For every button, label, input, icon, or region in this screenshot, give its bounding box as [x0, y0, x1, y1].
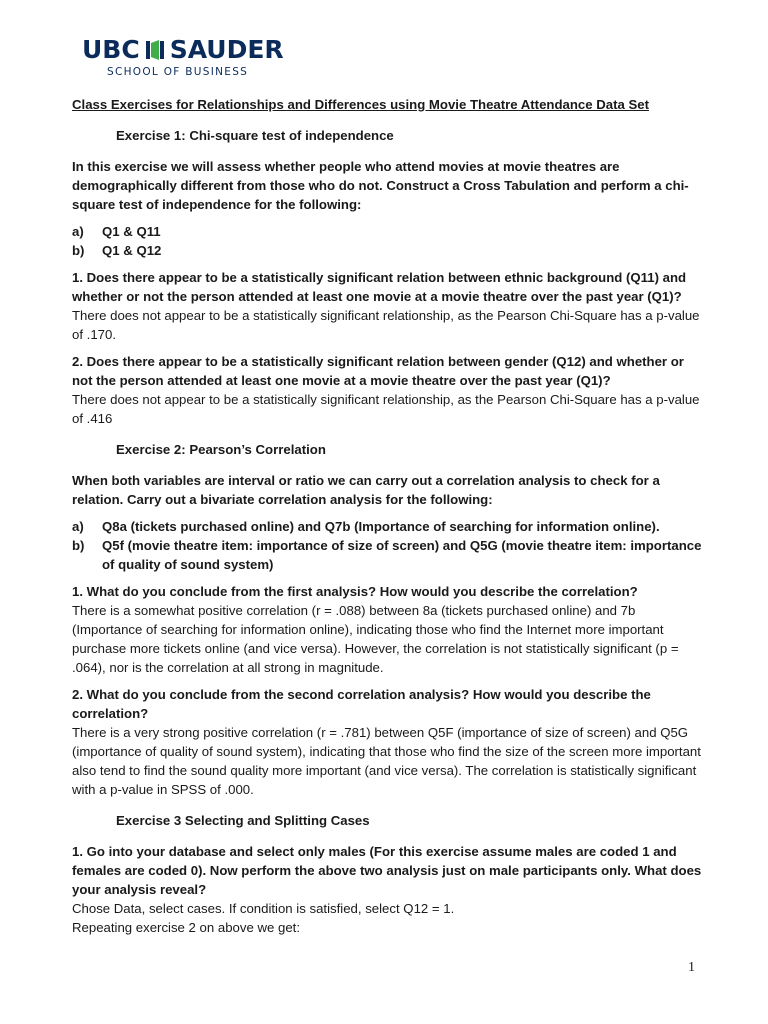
exercise-1-intro: In this exercise we will assess whether people who attend movies at movie theatres are demographically different from those who do not. Construct a Cross Tabulation and perform a chi-square test of independence for the following: [72, 159, 689, 212]
list-marker: a) [72, 519, 84, 534]
logo-word-ubc: UBC [82, 35, 140, 64]
exercise-1-list [72, 222, 702, 260]
exercise-3-answer-line-1: Chose Data, select cases. If condition is satisfied, select Q12 = 1. [72, 901, 455, 916]
list-item [72, 241, 702, 260]
list-item [72, 222, 702, 241]
page-number: 1 [688, 960, 695, 975]
exercise-2-intro: When both variables are interval or ratio we can carry out a correlation analysis to check for a relation. Carry out a bivariate correlation analysis for the following: [72, 473, 660, 507]
exercise-2-question-2: 2. What do you conclude from the second correlation analysis? How would you describe the correlation? [72, 687, 651, 721]
exercise-3-answer-line-2: Repeating exercise 2 on above we get: [72, 920, 300, 935]
ubc-sauder-logo [82, 36, 282, 80]
logo-subtitle: SCHOOL OF BUSINESS [107, 66, 249, 78]
list-item-text: Q5f (movie theatre item: importance of size of screen) and Q5G (movie theatre item: importance of quality of sound system) [102, 538, 702, 572]
logo-word-sauder: SAUDER [169, 35, 284, 64]
document-title: Class Exercises for Relationships and Differences using Movie Theatre Attendance Data Set [72, 97, 650, 112]
list-marker: a) [72, 224, 84, 239]
exercise-1-answer-1: There does not appear to be a statistically significant relationship, as the Pearson Chi-Square has a p-value of .170. [72, 308, 700, 342]
list-item-text: Q8a (tickets purchased online) and Q7b (Importance of searching for information online). [102, 519, 660, 534]
exercise-3-heading: Exercise 3 Selecting and Splitting Cases [116, 813, 370, 828]
list-item [72, 517, 702, 536]
document-body [72, 95, 702, 937]
exercise-2-answer-2: There is a very strong positive correlation (r = .781) between Q5F (importance of size of screen) and Q5G (importance of quality of sound system), indicating that those who find the size of the screen more important also tend to find the sound quality more important (and vice versa). The correlation is statistically significant with a p-value in SPSS of .000. [72, 725, 701, 797]
exercise-2-heading: Exercise 2: Pearson’s Correlation [116, 442, 326, 457]
exercise-2-question-1: 1. What do you conclude from the first analysis? How would you describe the correlation? [72, 584, 638, 599]
list-marker: b) [72, 538, 85, 553]
exercise-2-answer-1: There is a somewhat positive correlation (r = .088) between 8a (tickets purchased online) and 7b (Importance of searching for information online), indicating those who find the Internet more important purchase more tickets online (and vice versa). However, the correlation is not statistically significant (p = .064), nor is the correlation at all strong in magnitude. [72, 603, 679, 675]
list-item [72, 536, 702, 574]
list-item-text: Q1 & Q11 [102, 224, 161, 239]
exercise-1-question-2: 2. Does there appear to be a statistically significant relation between gender (Q12) and whether or not the person attended at least one movie at a movie theatre over the past year (Q1)? [72, 354, 684, 388]
logo-mark-icon [146, 39, 164, 61]
exercise-1-question-1: 1. Does there appear to be a statistically significant relation between ethnic background (Q11) and whether or not the person attended at least one movie at a movie theatre over the past year (Q1)? [72, 270, 687, 304]
exercise-1-heading: Exercise 1: Chi-square test of independence [116, 128, 394, 143]
exercise-2-list [72, 517, 702, 574]
list-marker: b) [72, 243, 85, 258]
exercise-1-answer-2: There does not appear to be a statistically significant relationship, as the Pearson Chi-Square has a p-value of .416 [72, 392, 700, 426]
exercise-3-question-1: 1. Go into your database and select only males (For this exercise assume males are coded 1 and females are coded 0). Now perform the above two analysis just on male participants only. What does your analysis reveal? [72, 844, 702, 897]
list-item-text: Q1 & Q12 [102, 243, 162, 258]
